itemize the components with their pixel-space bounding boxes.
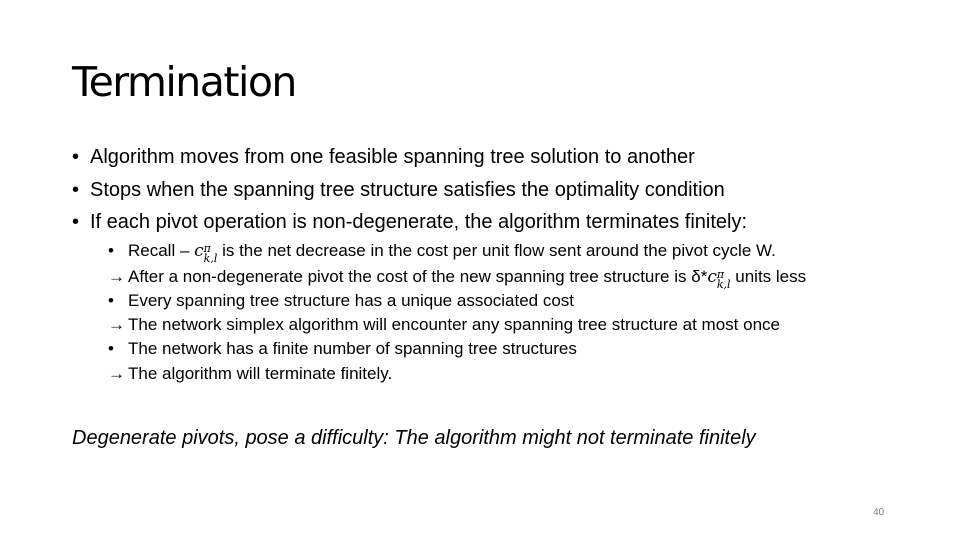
bullet-marker: • <box>72 211 80 233</box>
bullet-item <box>72 210 747 234</box>
sub-bullet-at-most-once <box>108 314 780 336</box>
reduced-cost-symbol: c <box>707 267 717 287</box>
delta-symbol: δ* <box>691 267 708 286</box>
sub-bullet-text: The algorithm will terminate finitely. <box>128 364 393 383</box>
bullet-item <box>72 145 695 169</box>
reduced-cost-subscript: k,l <box>203 252 218 265</box>
reduced-cost-indices <box>204 244 218 264</box>
bullet-marker: • <box>108 291 114 310</box>
bullet-item <box>72 178 725 202</box>
sub-bullet-unique-cost <box>108 290 574 312</box>
recall-prefix: Recall – <box>128 241 195 260</box>
sub-bullet-terminate <box>108 363 392 385</box>
sub-bullet-finite-number <box>108 338 577 360</box>
after-pivot-prefix: After a non-degenerate pivot the cost of the new spanning tree structure is <box>128 267 692 286</box>
sub-bullet-text: Every spanning tree structure has a unique associated cost <box>128 291 575 310</box>
page-number: 40 <box>873 507 885 518</box>
reduced-cost-indices <box>717 270 731 290</box>
arrow-icon: → <box>108 267 125 286</box>
sub-bullet-recall <box>108 240 776 264</box>
bullet-text: If each pivot operation is non-degenerate, the algorithm terminates finitely: <box>90 211 748 233</box>
bullet-marker: • <box>108 241 114 260</box>
arrow-icon: → <box>108 315 125 334</box>
arrow-icon: → <box>108 364 125 383</box>
sub-bullet-text: The network simplex algorithm will encounter any spanning tree structure at most once <box>128 315 780 334</box>
reduced-cost-subscript: k,l <box>716 278 731 291</box>
reduced-cost-superscript: π <box>203 242 211 255</box>
reduced-cost-superscript: π <box>716 268 725 281</box>
sub-bullet-text: The network has a finite number of spanning tree structures <box>128 339 577 358</box>
slide-title: Termination <box>72 58 296 106</box>
bullet-marker: • <box>108 339 114 358</box>
bullet-text: Algorithm moves from one feasible spanning tree solution to another <box>90 146 695 168</box>
bullet-marker: • <box>72 179 80 201</box>
degenerate-pivots-note: Degenerate pivots, pose a difficulty: The algorithm might not terminate finitely <box>72 427 756 449</box>
reduced-cost-symbol: c <box>194 241 204 261</box>
bullet-marker: • <box>72 146 80 168</box>
sub-bullet-after-pivot <box>108 266 806 290</box>
after-pivot-suffix: units less <box>730 267 807 286</box>
recall-suffix: is the net decrease in the cost per unit flow sent around the pivot cycle W. <box>217 241 776 260</box>
bullet-text: Stops when the spanning tree structure satisfies the optimality condition <box>90 179 725 201</box>
